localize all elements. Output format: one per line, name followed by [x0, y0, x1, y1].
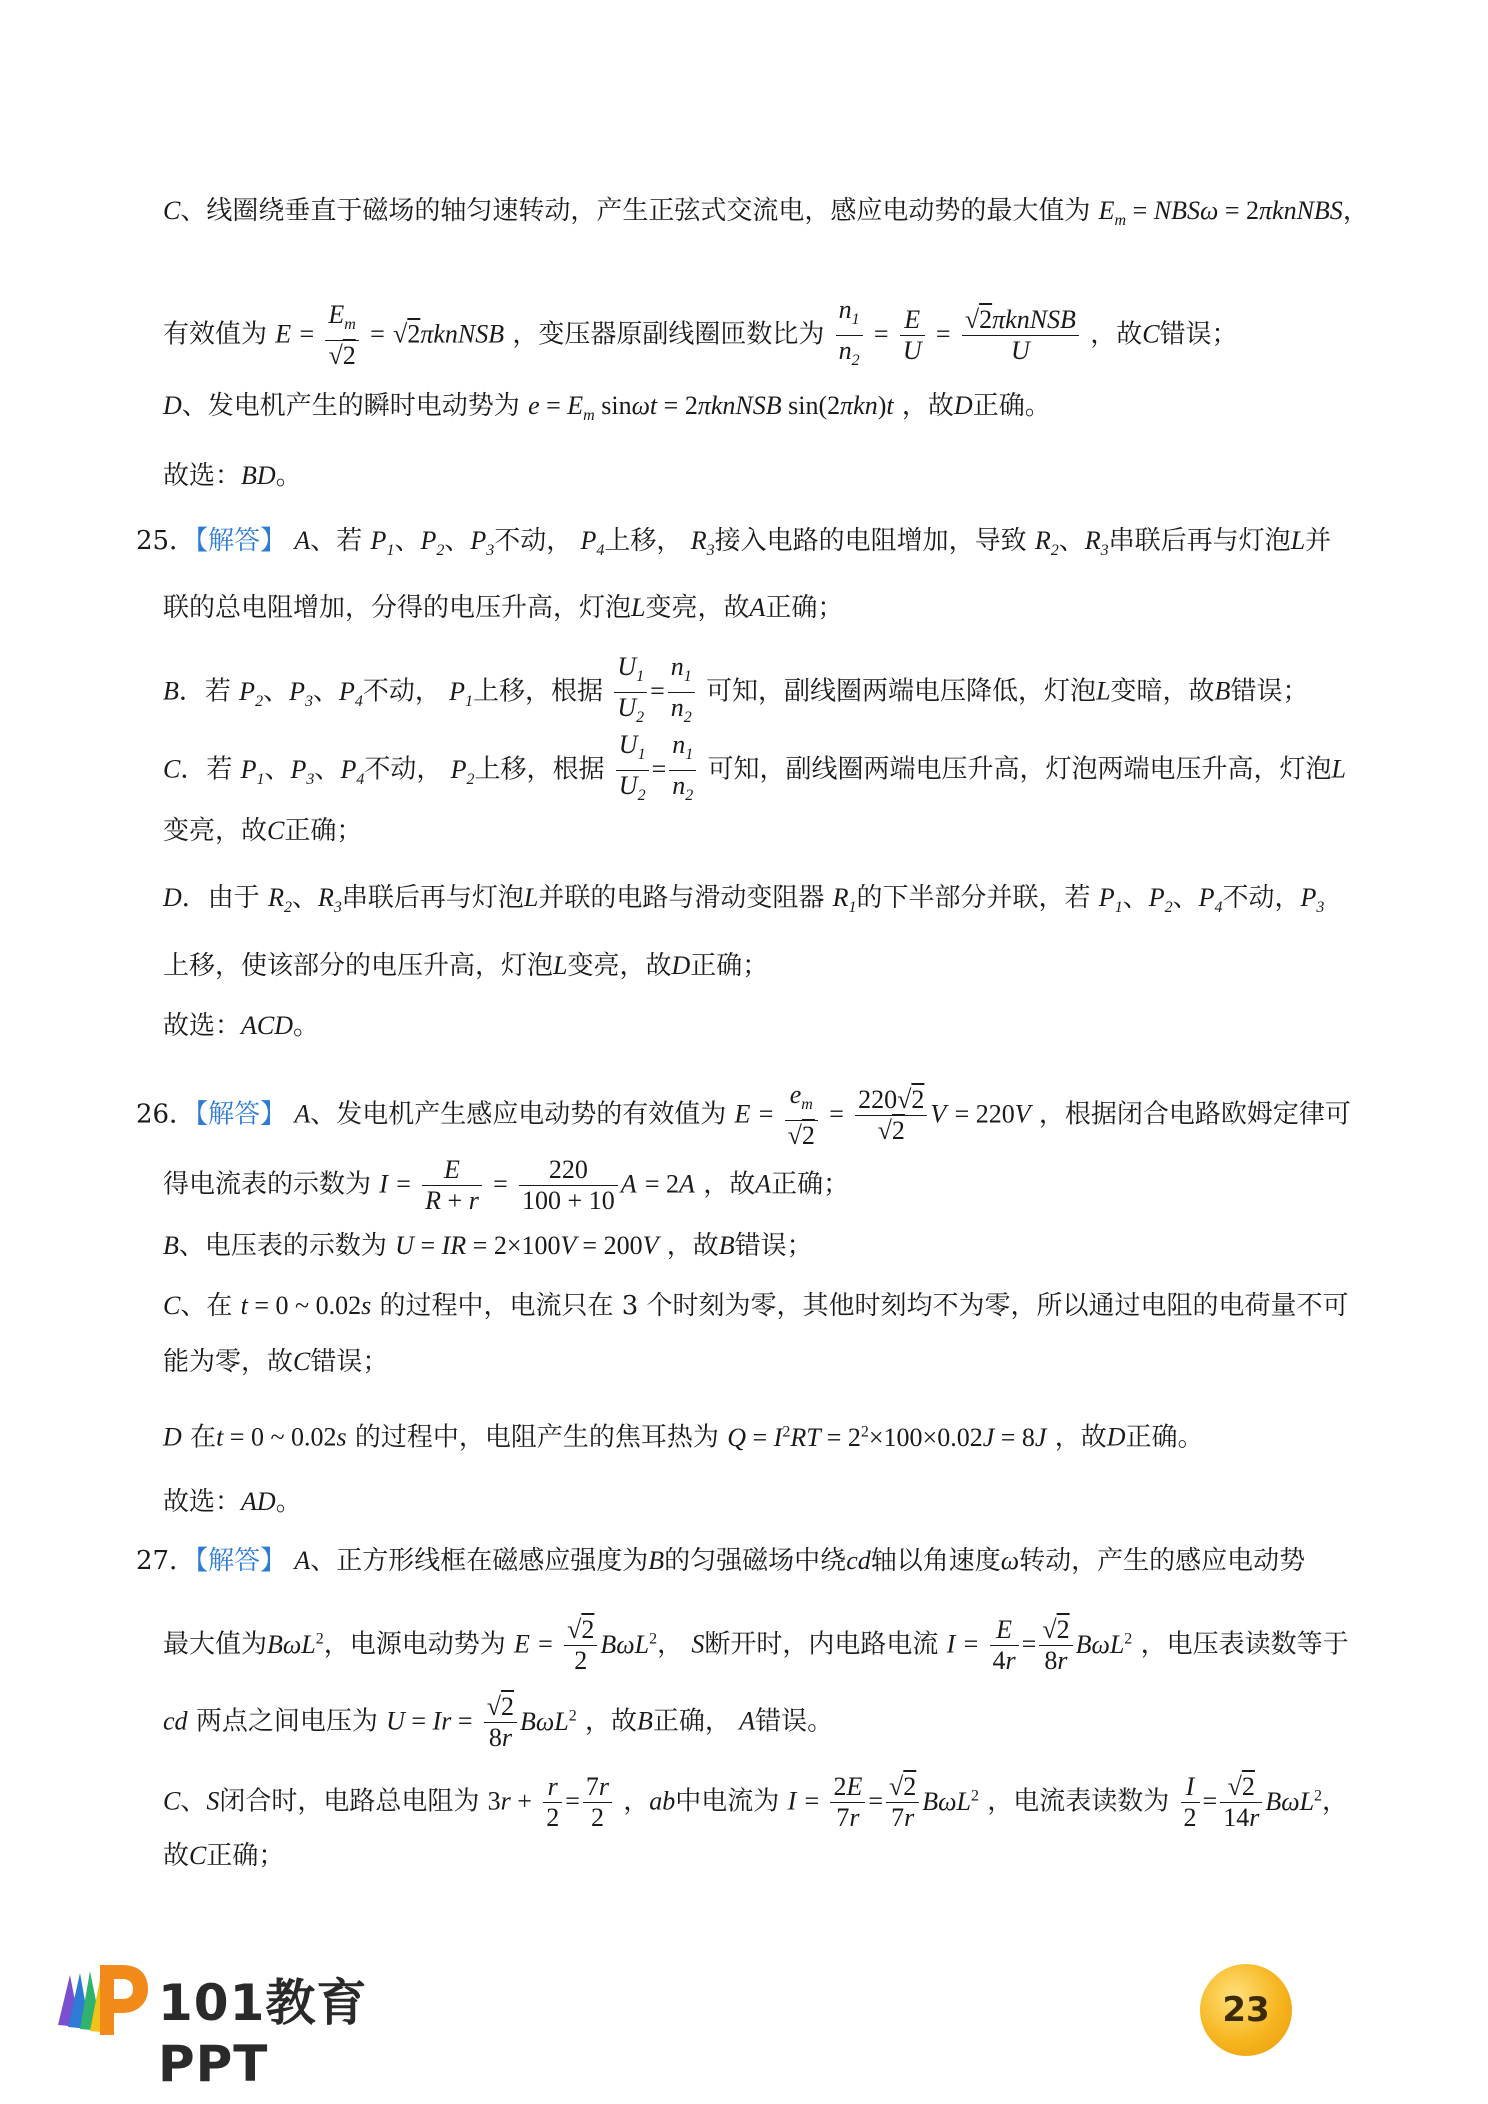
fraction-emf-u: $\frac{\text{√2πknNSB}}{U}$ [962, 305, 1079, 366]
fraction-sqrt2-2: $\frac{√2}{2}$ [564, 1615, 597, 1676]
fraction-2e-7r: $\frac{2E}{7r}$ [830, 1772, 865, 1833]
q25-b-line: B．若 $P_2$、$P_3$、$P_4$不动， $P_1$上移，根据 $\frac{U_1}{U_2}$ = $\frac{n_1}{n_2}$ 可知，副线圈两端电压降低，灯泡L变暗，故B错误； [163, 652, 1308, 733]
answer-tag: 【解答】 [195, 526, 287, 556]
fraction-i-2: $\frac{I}{2}$ [1181, 1772, 1200, 1833]
formula-em: $E_m = NBS\omega$ = 2πknNBS [1098, 196, 1343, 230]
brand-logo [50, 1955, 430, 2093]
fraction-u1-u2: $\frac{U_1}{U_2}$ [614, 652, 647, 733]
fraction-em-sqrt2: $\frac{E_m}{√2}$ [325, 300, 358, 371]
fraction-e-4r: $\frac{E}{4r}$ [990, 1615, 1019, 1676]
fraction-sqrt2-14r: $\frac{√2}{14r}$ [1220, 1772, 1262, 1833]
q27-line1: 27．【解答】 A、正方形线框在磁感应强度为B的匀强磁场中绕cd轴以角速度ω转动，产生的感应电动势 [136, 1546, 1306, 1576]
fraction-em-sqrt2-q26: $\frac{e_m}{√2}$ [785, 1080, 818, 1151]
q25-line2: 联的总电阻增加，分得的电压升高，灯泡L变亮，故A正确； [163, 593, 844, 623]
q25-line1: 25．【解答】 A、若 $P_1$、$P_2$、$P_3$不动， $P_4$上移， $R_3$接入电路的电阻增加，导致 $R_2$、$R_3$串联后再与灯泡L并 [136, 526, 1332, 560]
answer-tag: 【解答】 [195, 1546, 287, 1576]
fraction-n1-n2: $\frac{n_1}{n_2}$ [836, 295, 863, 376]
q26-line2: 得电流表的示数为 I = $\frac{E}{R + r}$ = $\frac{220}{100 + 10}$ A = 2A ，故A正确； [163, 1155, 850, 1215]
answer-tag: 【解答】 [195, 1099, 287, 1130]
fraction-220sqrt2: $\frac{220√2}{√2}$ [855, 1085, 927, 1146]
q26-select: 故选：AD。 [163, 1487, 302, 1517]
fraction-220-110: $\frac{220}{100 + 10}$ [519, 1155, 618, 1216]
q24-select: 故选：BD。 [163, 461, 302, 491]
fraction-sqrt2-8r: $\frac{√2}{8r}$ [1039, 1615, 1072, 1676]
q25-d-line: D．由于 $R_2$、$R_3$串联后再与灯泡L并联的电路与滑动变阻器 $R_1$的下半部分并联，若 $P_1$、$P_2$、$P_4$不动，$P_3$ [163, 883, 1325, 917]
fraction-7r-2: $\frac{7r}{2}$ [583, 1772, 612, 1833]
q26-line1: 26．【解答】 A、发电机产生感应电动势的有效值为 E = $\frac{e_m}{√2}$ = $\frac{220√2}{√2}$ V = 220V ，根据闭合电路欧姆定律可 [136, 1080, 1351, 1151]
q27-c-line: C、S闭合时，电路总电阻为 3r + $\frac{r}{2}$ = $\frac{7r}{2}$ ，ab中电流为 I = $\frac{2E}{7r}$ = $\frac{√2}{7r}$ BωL$^2$ ，电流表读数为 $\frac{I}{2}$ = $\frac{√2}{14r}$ BωL$^2$， [163, 1772, 1349, 1832]
q24-d-line: D、发电机产生的瞬时电动势为 $e = E_m$ sinωt = 2πknNSB sin(2πkn)t ，故D正确。 [163, 391, 1051, 425]
q24-c-line2: 有效值为 E = $\frac{E_m}{√2}$ = √2πknNSB ，变压器原副线圈匝数比为 $\frac{n_1}{n_2}$ = $\frac{E}{U}$ = $\frac{\text{√2πknNSB}}{U}$ ，故C错误； [163, 295, 1238, 376]
fraction-e-u: $\frac{E}{U}$ [900, 305, 925, 366]
q27-line3: cd 两点之间电压为 U = Ir = $\frac{√2}{8r}$ BωL$^2$ ，故B正确， A错误。 [163, 1692, 834, 1752]
q25-c-line2: 变亮，故C正确； [163, 816, 363, 846]
fraction-u1-u2-c: $\frac{U_1}{U_2}$ [616, 730, 649, 811]
q26-c-line: C、在 t = 0 ~ 0.02s 的过程中，电流只在 3 个时刻为零，其他时刻均不为零，所以通过电阻的电荷量不可 [163, 1291, 1349, 1321]
q26-d-line: D 在t = 0 ~ 0.02s 的过程中，电阻产生的焦耳热为 $Q = I^2RT = 2^2\times 100\times 0.02J = 8J$ ，故D正确。 [163, 1422, 1204, 1453]
q24-c-line1: C、线圈绕垂直于磁场的轴匀速转动，产生正弦式交流电，感应电动势的最大值为 $E_m = NBS\omega$ = 2πknNBS， [163, 196, 1369, 230]
brand-logo-text: 101教育PPT [158, 1974, 368, 2093]
q25-c-line: C．若 $P_1$、$P_3$、$P_4$不动， $P_2$上移，根据 $\frac{U_1}{U_2}$ = $\frac{n_1}{n_2}$ 可知，副线圈两端电压升高，灯泡两端电压升高，灯泡L [163, 730, 1346, 811]
fraction-e-rr: $\frac{E}{R + r}$ [422, 1155, 482, 1216]
page-number-badge: 23 [1200, 1964, 1292, 2056]
fraction-n1-n2-c: $\frac{n_1}{n_2}$ [669, 730, 696, 811]
fraction-sqrt2-8r-u: $\frac{√2}{8r}$ [484, 1692, 517, 1753]
q26-c-line2: 能为零，故C错误； [163, 1347, 389, 1377]
fraction-n1-n2-b: $\frac{n_1}{n_2}$ [668, 652, 695, 733]
q26-b-line: B、电压表的示数为 U = IR = 2×100V = 200V ，故B错误； [163, 1231, 813, 1261]
brand-logo-icon [50, 1955, 150, 2045]
q27-line2: 最大值为BωL$^2$，电源电动势为 E = $\frac{√2}{2}$ BωL$^2$， S断开时，内电路电流 I = $\frac{E}{4r}$ = $\frac{√2}{8r}$ BωL$^2$ ，电压表读数等于 [163, 1615, 1349, 1675]
fraction-sqrt2-7r: $\frac{√2}{7r}$ [886, 1772, 919, 1833]
q27-c-line2: 故C正确； [163, 1841, 285, 1871]
q25-d-line2: 上移，使该部分的电压升高，灯泡L变亮，故D正确； [163, 951, 769, 981]
q25-select: 故选：ACD。 [163, 1011, 320, 1041]
fraction-r-2: $\frac{r}{2}$ [543, 1772, 562, 1833]
